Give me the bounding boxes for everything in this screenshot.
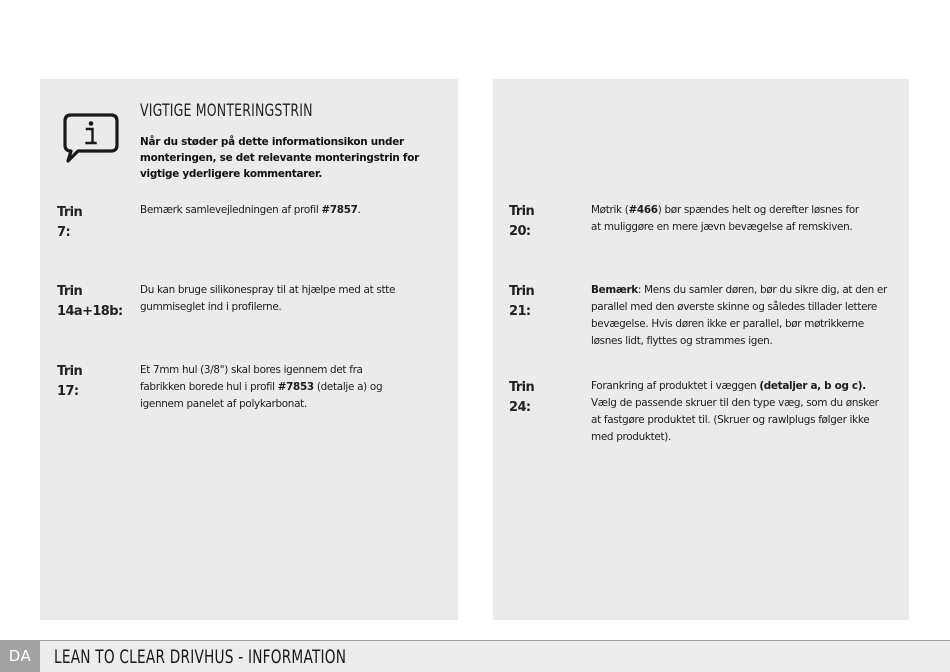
text-fragment: Bemærk samlevejledningen af profil — [140, 204, 322, 216]
intro-text: Når du støder på dette informationsikon under monteringen, se det relevante monteringstrin for vigtige yderligere kommentarer. — [140, 136, 419, 180]
language-tab: DA — [0, 641, 40, 672]
bold-fragment: #466 — [628, 204, 658, 216]
text-fragment: Vælg de passende skruer til den type væg, som du ønsker at fastgøre produktet til. (Skruer og rawlplugs følger ikke med produktet). — [591, 397, 879, 443]
step-text — [591, 282, 887, 350]
step-label: Trin 7: — [57, 205, 83, 240]
bold-fragment: #7853 — [277, 381, 314, 393]
bold-fragment: (detaljer a, b og c). — [759, 380, 866, 392]
info-speech-bubble-icon — [62, 112, 120, 164]
step-text — [140, 202, 440, 219]
step-label: Trin 21: — [509, 284, 535, 319]
step-label: Trin 20: — [509, 204, 535, 239]
step-label: Trin 14a+18b: — [57, 284, 123, 319]
text-fragment: : Mens du samler døren, bør du sikre dig, at den er parallel med den øverste skinne og således tillader lettere bevægelse. Hvis døren ikke er parallel, bør møtrikkerne løsnes lidt, flyttes og strammes igen. — [591, 284, 887, 347]
text-fragment: ) bør spændes helt og derefter løsnes for at muliggøre en mere jævn bevægelse af remskiven. — [591, 204, 859, 233]
text-fragment: . — [357, 204, 361, 216]
text-fragment: Du kan bruge silikonespray til at hjælpe med at stte gummiseglet ind i profilerne. — [140, 284, 396, 313]
text-fragment: Et 7mm hul (3/8") skal bores igennem det fra fabrikken borede hul i profil — [140, 364, 363, 393]
bold-fragment: Bemærk — [591, 284, 638, 296]
text-fragment: (detalje a) og igennem panelet af polykarbonat. — [140, 381, 383, 410]
left-panel — [40, 79, 458, 620]
step-label: Trin 24: — [509, 380, 535, 415]
text-fragment: Møtrik ( — [591, 204, 629, 216]
page-title: VIGTIGE MONTERINGSTRIN — [140, 101, 313, 121]
text-fragment: Forankring af produktet i væggen — [591, 380, 760, 392]
step-text — [591, 378, 889, 446]
step-text — [591, 202, 865, 236]
bold-fragment: #7857 — [321, 204, 358, 216]
step-label: Trin 17: — [57, 364, 83, 399]
right-panel — [493, 79, 909, 620]
footer-title: LEAN TO CLEAR DRIVHUS - INFORMATION — [54, 646, 347, 668]
step-text — [140, 362, 410, 413]
step-text — [140, 282, 398, 316]
